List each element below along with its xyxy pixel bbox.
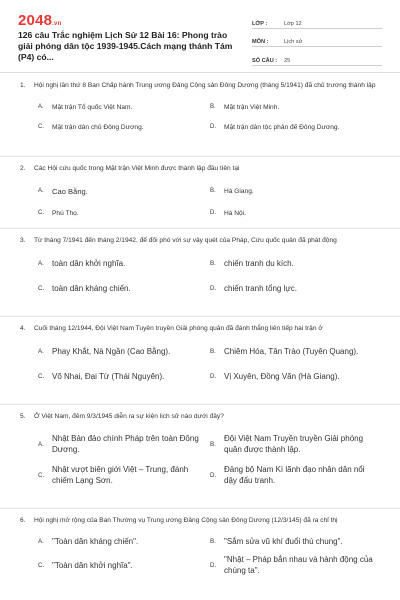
- question-text: Các Hội cứu quốc trong Mặt trận Việt Minh được thành lập đầu tiên tại: [34, 165, 240, 172]
- option-text: Mặt trận Việt Minh.: [224, 104, 280, 111]
- option-text: toàn dân khởi nghĩa.: [52, 259, 126, 268]
- option-letter: A.: [38, 188, 44, 194]
- page-header: [0, 0, 400, 72]
- answer-option-d[interactable]: [210, 209, 382, 218]
- option-text: Đảng bộ Nam Kì lãnh đạo nhân dân nổi dậy đấu tranh.: [224, 465, 365, 485]
- option-text: Cao Bằng.: [52, 187, 88, 196]
- meta-value: Lớp 12: [284, 20, 302, 27]
- page-title: 126 câu Trắc nghiệm Lịch Sử 12 Bài 16: Phong trào giải phóng dân tộc 1939-1945.Cách mạng thánh Tám (P4) có...: [18, 30, 233, 62]
- question-text: Hội nghị lần thứ 8 Ban Chấp hành Trung ương Đảng Cộng sản Đông Dương (tháng 5/1941) đã chủ trương thành lập: [34, 82, 376, 89]
- option-letter: C.: [38, 471, 45, 479]
- option-text: Đội Việt Nam Truyền truyền Giải phóng quân được thành lập.: [224, 434, 364, 454]
- option-text: "Toàn dân khởi nghĩa".: [52, 560, 133, 570]
- option-text: Võ Nhai, Đại Từ (Thái Nguyên).: [52, 372, 165, 381]
- option-text: "Nhật – Pháp bắn nhau và hành động của chúng ta".: [224, 555, 373, 575]
- answer-option-a[interactable]: [38, 536, 210, 547]
- answer-option-b[interactable]: [210, 346, 382, 357]
- option-letter: D.: [210, 124, 216, 130]
- answer-option-c[interactable]: [38, 283, 210, 294]
- question-text: Ở Việt Nam, đêm 9/3/1945 diễn ra sự kiện lịch sử nào dưới đây?: [34, 413, 224, 420]
- option-letter: B.: [210, 348, 216, 355]
- answer-option-c[interactable]: [38, 554, 210, 576]
- meta-label: SỐ CÂU :: [252, 57, 278, 64]
- option-text: toàn dân kháng chiến.: [52, 284, 131, 293]
- answer-option-a[interactable]: [38, 103, 210, 112]
- option-letter: A.: [38, 348, 44, 355]
- option-letter: B.: [210, 188, 216, 194]
- option-text: "Sắm sửa vũ khí đuổi thù chung".: [224, 537, 343, 546]
- answer-option-b[interactable]: [210, 536, 382, 547]
- answer-option-d[interactable]: [210, 554, 382, 576]
- answer-option-d[interactable]: [210, 123, 382, 132]
- question-6: [20, 515, 385, 576]
- answer-option-c[interactable]: [38, 464, 210, 486]
- logo-sub: .vn: [52, 21, 62, 27]
- meta-info: [252, 14, 382, 70]
- option-text: "Toàn dân kháng chiến".: [52, 537, 139, 546]
- meta-row-count: [252, 51, 382, 66]
- option-letter: D.: [210, 471, 217, 479]
- option-letter: D.: [210, 210, 216, 216]
- option-text: chiến tranh du kích.: [224, 259, 294, 268]
- question-number: 3.: [20, 237, 26, 244]
- question-divider: [0, 228, 400, 229]
- question-divider: [0, 508, 400, 509]
- option-text: Mặt trận Tổ quốc Việt Nam.: [52, 104, 133, 111]
- option-text: Phú Thọ.: [52, 210, 79, 217]
- question-number: 6.: [20, 517, 26, 524]
- option-text: Nhật Bản đảo chính Pháp trên toàn Đông Dương.: [52, 434, 199, 454]
- option-text: Nhật vượt biên giới Việt – Trung, đánh chiếm Lạng Sơn.: [52, 465, 189, 485]
- option-letter: D.: [210, 373, 217, 380]
- option-letter: A.: [38, 538, 44, 545]
- answer-option-b[interactable]: [210, 433, 382, 455]
- answer-option-d[interactable]: [210, 283, 382, 294]
- option-letter: C.: [38, 561, 45, 569]
- answer-option-c[interactable]: [38, 209, 210, 218]
- option-letter: A.: [38, 104, 44, 110]
- option-letter: C.: [38, 285, 45, 292]
- question-number: 1.: [20, 82, 26, 89]
- question-text: Hội nghị mở rộng của Ban Thường vụ Trung ương Đảng Cộng sản Đông Dương (12/3/145) đã ra chỉ thị: [34, 517, 338, 524]
- option-text: Mặt trận dân tộc phản đế Đông Dương.: [224, 124, 340, 131]
- question-4: [20, 323, 385, 382]
- question-number: 4.: [20, 325, 26, 332]
- answer-option-b[interactable]: [210, 258, 382, 269]
- answer-option-a[interactable]: [38, 433, 210, 455]
- answer-option-a[interactable]: [38, 187, 210, 196]
- question-2: [20, 163, 385, 218]
- meta-value: 25: [284, 57, 291, 64]
- option-text: Mặt trận dân chủ Đông Dương.: [52, 124, 144, 131]
- meta-row-subject: [252, 33, 382, 48]
- question-divider: [0, 316, 400, 317]
- option-text: Hà Nội.: [224, 210, 246, 217]
- option-letter: D.: [210, 285, 217, 292]
- question-5: [20, 411, 385, 486]
- option-text: Hà Giang.: [224, 188, 254, 195]
- site-logo[interactable]: [18, 12, 61, 29]
- option-letter: B.: [210, 440, 216, 448]
- answer-option-a[interactable]: [38, 258, 210, 269]
- answer-option-c[interactable]: [38, 123, 210, 132]
- option-text: Vị Xuyên, Đồng Văn (Hà Giang).: [224, 372, 340, 381]
- header-divider: [0, 72, 400, 73]
- meta-label: LỚP :: [252, 20, 268, 27]
- question-divider: [0, 156, 400, 157]
- question-text: Cuối tháng 12/1944, Đội Việt Nam Tuyên truyền Giải phóng quân đã đánh thắng liên tiếp hai trận ở: [34, 325, 323, 332]
- option-text: Phay Khắt, Nà Ngần (Cao Bằng).: [52, 347, 171, 356]
- option-letter: D.: [210, 561, 217, 569]
- option-text: Chiêm Hóa, Tân Trào (Tuyên Quang).: [224, 347, 359, 356]
- option-letter: B.: [210, 260, 216, 267]
- answer-option-b[interactable]: [210, 103, 382, 112]
- option-letter: A.: [38, 260, 44, 267]
- option-letter: A.: [38, 440, 44, 448]
- question-text: Từ tháng 7/1941 đến tháng 2/1942, để đối phó với sự vây quét của Pháp, Cứu quốc quân đã phát động: [34, 237, 337, 244]
- meta-value: Lịch sử: [284, 39, 303, 45]
- question-number: 5.: [20, 413, 26, 420]
- question-divider: [0, 404, 400, 405]
- question-1: [20, 80, 385, 132]
- option-letter: B.: [210, 538, 216, 545]
- option-letter: C.: [38, 373, 45, 380]
- answer-option-c[interactable]: [38, 371, 210, 382]
- option-letter: C.: [38, 124, 44, 130]
- logo-main: 2048: [18, 12, 53, 29]
- answer-option-a[interactable]: [38, 346, 210, 357]
- option-text: chiến tranh tổng lực.: [224, 284, 297, 293]
- answer-option-d[interactable]: [210, 464, 382, 486]
- meta-row-class: [252, 14, 382, 29]
- answer-option-d[interactable]: [210, 371, 382, 382]
- question-3: [20, 235, 385, 294]
- option-letter: C.: [38, 210, 44, 216]
- question-number: 2.: [20, 165, 26, 172]
- answer-option-b[interactable]: [210, 187, 382, 196]
- meta-label: MÔN :: [252, 39, 269, 45]
- option-letter: B.: [210, 104, 216, 110]
